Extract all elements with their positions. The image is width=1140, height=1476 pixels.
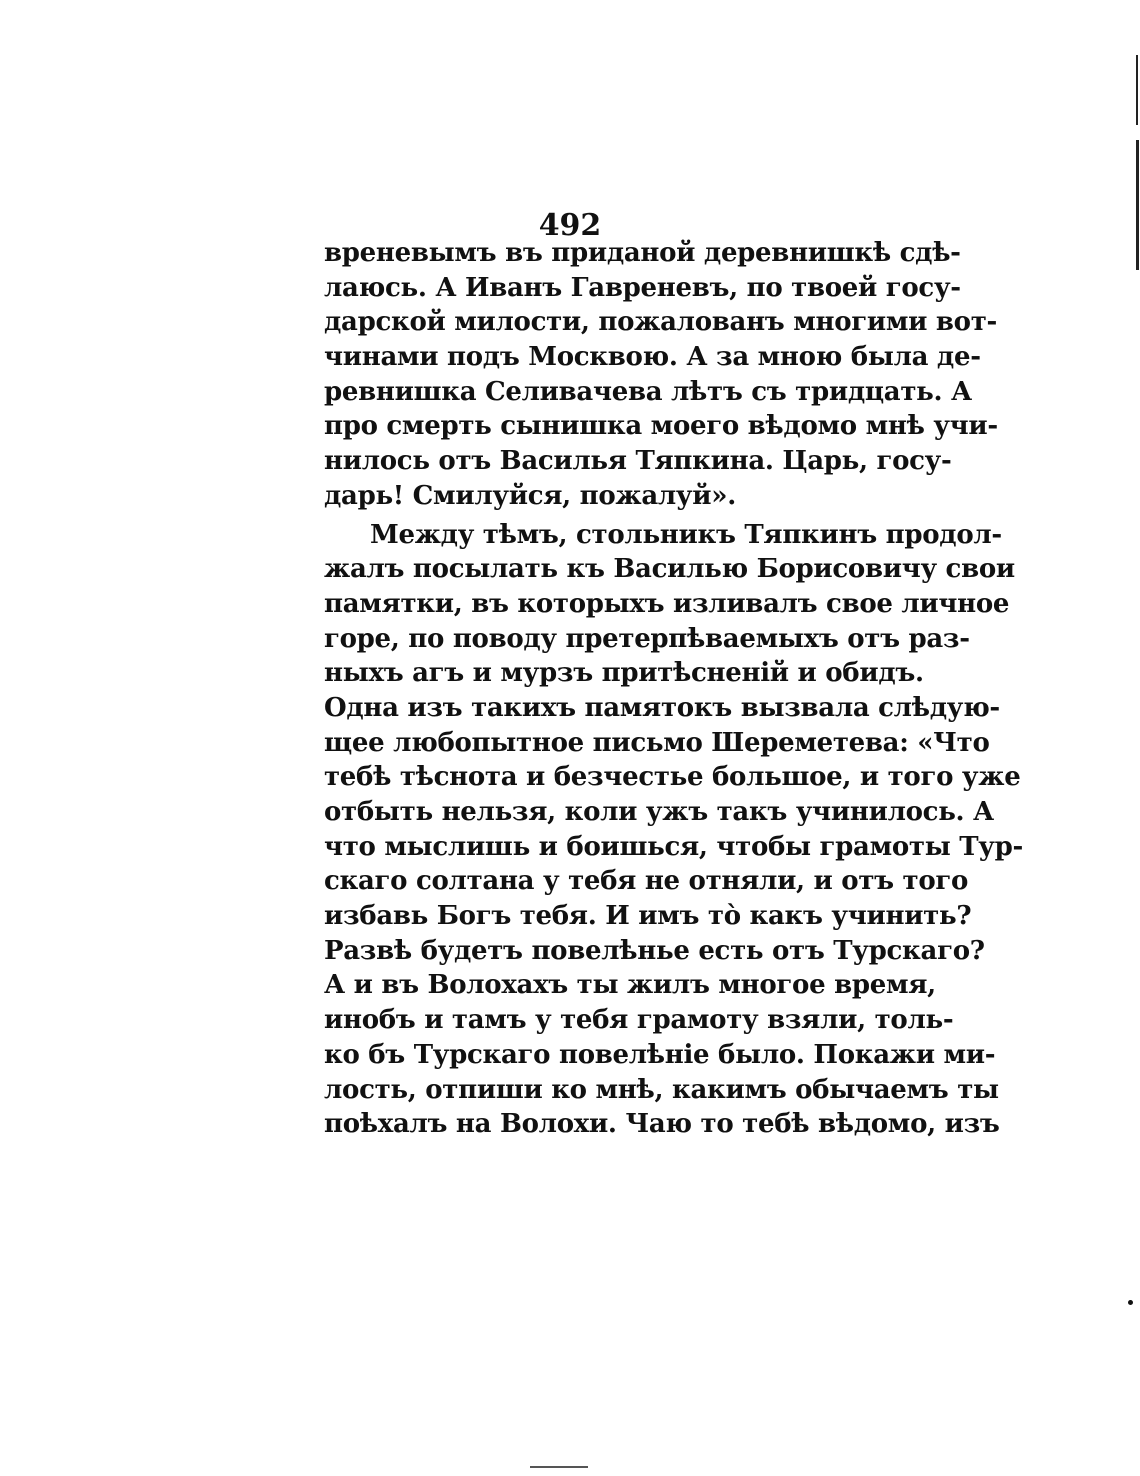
text-line: щее любопытное письмо Шереметева: «Что [324,727,990,758]
body-text [324,236,1024,1142]
text-line: что мыслишь и боишься, чтобы грамоты Тур- [324,831,1024,862]
text-line: памятки, въ которыхъ изливалъ свое личное [324,588,1010,619]
text-line: горе, по поводу претерпѣваемыхъ отъ раз- [324,623,970,654]
text-line: избавь Богъ тебя. И имъ то̀ какъ учинить? [324,901,972,932]
text-line: жалъ посылать къ Василью Борисовичу свои [324,554,1015,585]
text-line: поѣхалъ на Волохи. Чаю то тебѣ вѣдомо, изъ [324,1109,1000,1140]
text-line: вреневымъ въ приданой деревнишкѣ сдѣ- [324,238,961,268]
text-line: Развѣ будетъ повелѣнье есть отъ Турскаго? [324,935,985,966]
text-line: Между тѣмъ, стольникъ Тяпкинъ продол- [370,519,1002,550]
text-line: ко бъ Турскаго повелѣніе было. Покажи ми- [324,1039,996,1070]
text-line: тебѣ тѣснота и безчестье большое, и того уже [324,762,1021,793]
text-line: лаюсь. А Иванъ Гавреневъ, по твоей госу- [324,272,961,303]
text-line: Одна изъ такихъ памятокъ вызвала слѣдую- [324,692,1000,723]
text-line: про смерть сынишка моего вѣдомо мнѣ учи- [324,411,998,442]
text-line: дарской милости, пожалованъ многими вот- [324,307,998,338]
scan-edge-mark [1136,140,1139,270]
text-line: инобъ и тамъ у тебя грамоту взяли, толь- [324,1005,954,1036]
text-line: дарь! Смилуйся, пожалуй». [324,480,736,511]
text-line: лость, отпиши ко мнѣ, какимъ обычаемъ ты [324,1074,999,1105]
text-line: чинами подъ Москвою. А за мною была де- [324,342,981,373]
scan-speck [1128,1300,1133,1305]
text-line: ныхъ агъ и мурзъ притѣсненій и обидъ. [324,658,924,689]
text-line: нилось отъ Василья Тяпкина. Царь, госу- [324,446,952,477]
footer-rule [530,1466,588,1468]
page-number: 492 [538,208,602,243]
text-line: ревнишка Селивачева лѣтъ съ тридцать. А [324,376,972,407]
text-line: скаго солтана у тебя не отняли, и отъ того [324,866,969,897]
scan-edge-mark [1136,55,1138,125]
text-line: отбыть нельзя, коли ужъ такъ учинилось. А [324,797,994,827]
text-line: А и въ Волохахъ ты жилъ многое время, [324,970,936,1001]
